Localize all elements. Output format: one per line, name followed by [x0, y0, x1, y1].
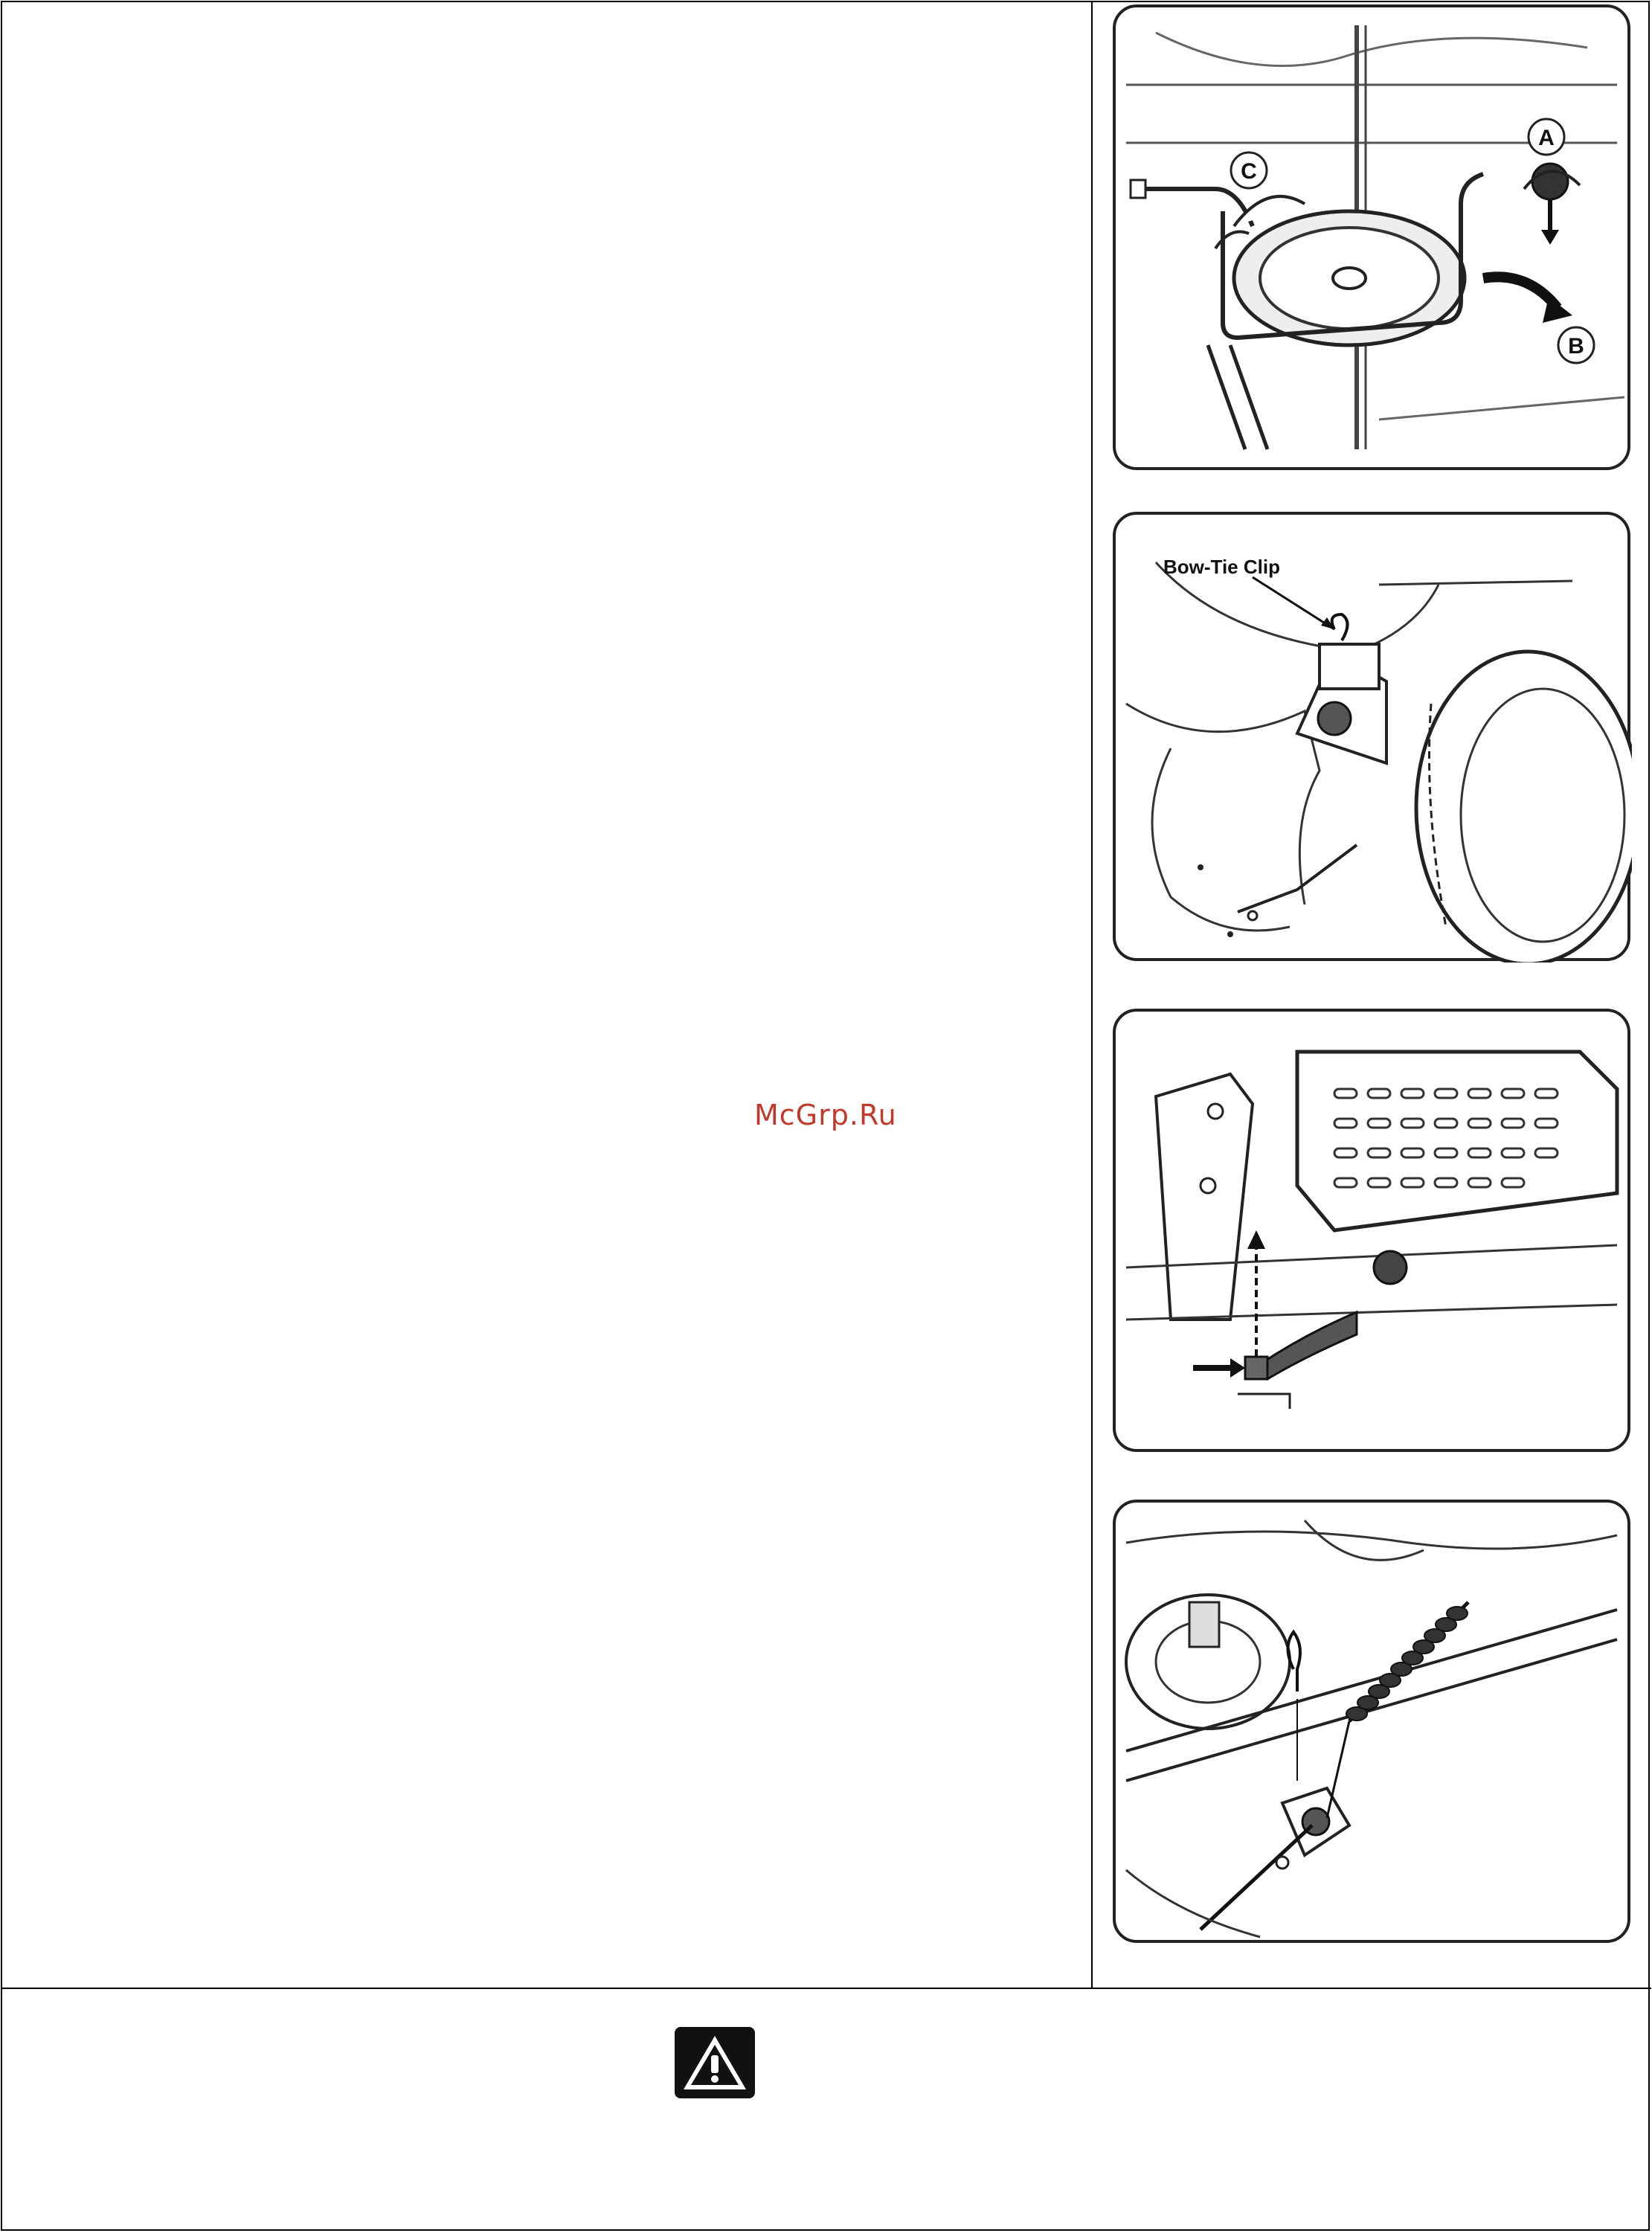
bow-tie-clip-illustration — [1111, 510, 1632, 963]
column-divider — [1091, 1, 1093, 1988]
warning-triangle-glyph — [675, 2027, 755, 2098]
callout-b: B — [1568, 334, 1584, 359]
figure-idler-pulley — [1111, 3, 1632, 472]
idler-pulley-illustration — [1111, 3, 1632, 472]
label-bow-tie-clip: Bow-Tie Clip — [1163, 556, 1280, 578]
watermark: McGrp.Ru — [754, 1099, 897, 1131]
callout-a: A — [1538, 126, 1555, 150]
figure-deck-linkage — [1111, 1007, 1632, 1453]
deck-linkage-illustration — [1111, 1007, 1632, 1453]
figure-bow-tie-clip — [1111, 510, 1632, 963]
section-divider — [1, 1988, 1651, 1989]
warning-triangle-icon — [675, 2027, 755, 2098]
figure-spring-cable — [1111, 1498, 1632, 1944]
spring-cable-illustration — [1111, 1498, 1632, 1944]
callout-c: C — [1241, 159, 1257, 184]
